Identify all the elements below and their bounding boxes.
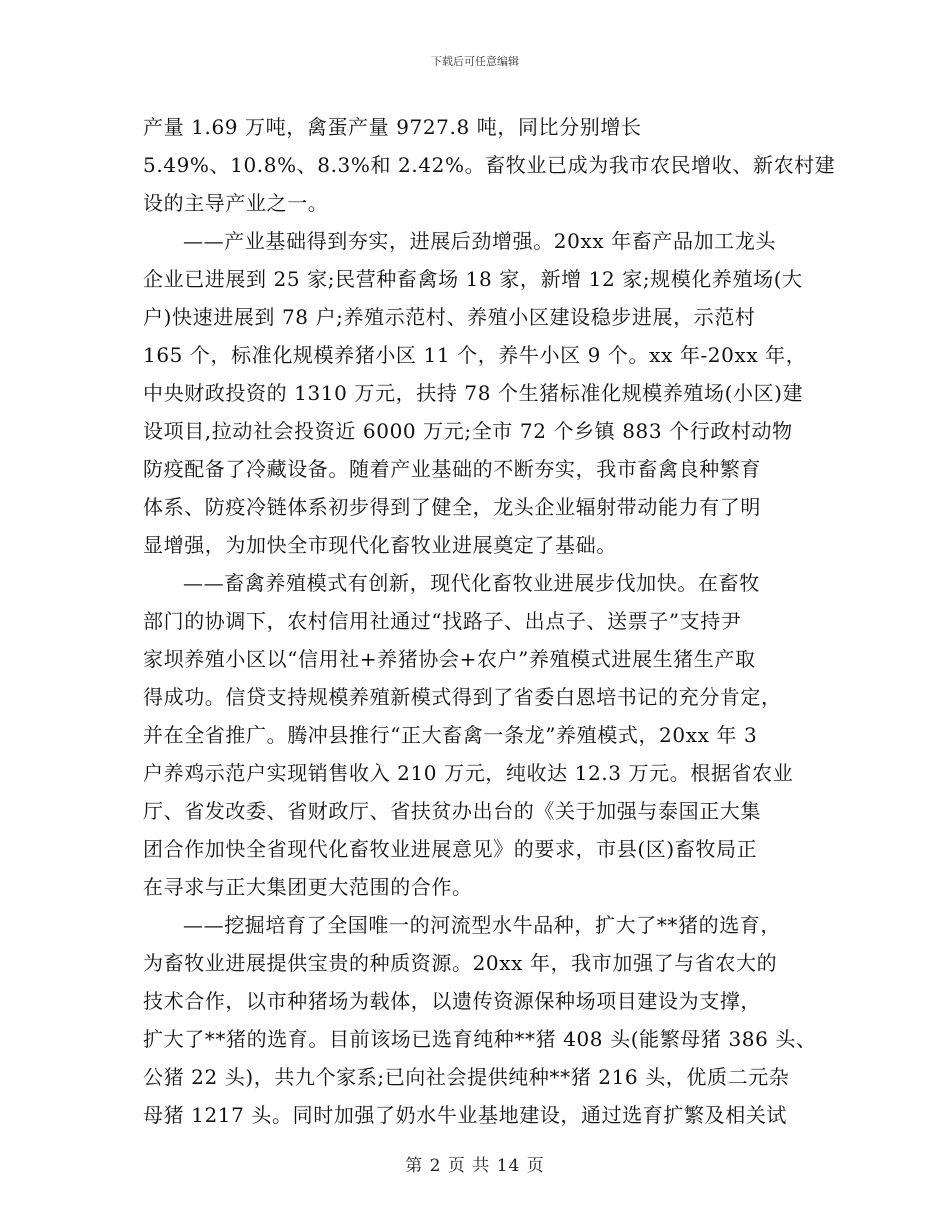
text-line: 5.49%、10.8%、8.3%和 2.42%。畜牧业已成为我市农民增收、新农村建 (143, 153, 836, 177)
text-line: 设的主导产业之一。 (143, 191, 329, 215)
text-line: 显增强，为加快全市现代化畜牧业进展奠定了基础。 (143, 533, 617, 557)
page-footer: 第 2 页 共 14 页 (405, 1156, 545, 1176)
text-line: 中央财政投资的 1310 万元，扶持 78 个生猪标准化规模养殖场(小区)建 (143, 381, 804, 405)
text-line: 165 个，标准化规模养猪小区 11 个，养牛小区 9 个。xx 年-20xx 年， (143, 343, 807, 367)
text-line: 扩大了**猪的选育。目前该场已选育纯种**猪 408 头(能繁母猪 386 头、 (143, 1027, 817, 1051)
text-line: 公猪 22 头)，共九个家系;已向社会提供纯种**猪 216 头，优质二元杂 (143, 1065, 790, 1089)
text-line: 厅、省发改委、省财政厅、省扶贫办出台的《关于加强与泰国正大集 (143, 799, 761, 823)
text-line: 得成功。信贷支持规模养殖新模式得到了省委白恩培书记的充分肯定， (143, 685, 782, 709)
page-header-note: 下载后可任意编辑 (431, 55, 519, 68)
text-line: 母猪 1217 头。同时加强了奶水牛业基地建设，通过选育扩繁及相关试 (143, 1103, 788, 1127)
text-line: 产量 1.69 万吨，禽蛋产量 9727.8 吨，同比分别增长 (143, 115, 642, 139)
text-line: 防疫配备了冷藏设备。随着产业基础的不断夯实，我市畜禽良种繁育 (143, 457, 761, 481)
text-line: 企业已进展到 25 家;民营种畜禽场 18 家，新增 12 家;规模化养殖场(大 (143, 267, 803, 291)
text-line: ——产业基础得到夯实，进展后劲增强。20xx 年畜产品加工龙头 (183, 229, 776, 253)
text-line: 为畜牧业进展提供宝贵的种质资源。20xx 年，我市加强了与省农大的 (143, 951, 778, 975)
text-line: ——畜禽养殖模式有创新，现代化畜牧业进展步伐加快。在畜牧 (183, 571, 760, 595)
text-line: 在寻求与正大集团更大范围的合作。 (143, 875, 473, 899)
text-line: ——挖掘培育了全国唯一的河流型水牛品种，扩大了**猪的选育， (183, 913, 781, 937)
text-line: 户)快速进展到 78 户;养殖示范村、养殖小区建设稳步进展，示范村 (143, 305, 756, 329)
text-line: 部门的协调下，农村信用社通过“找路子、出点子、送票子”支持尹 (143, 609, 742, 633)
text-line: 体系、防疫冷链体系初步得到了健全，龙头企业辐射带动能力有了明 (143, 495, 761, 519)
text-line: 技术合作，以市种猪场为载体，以遗传资源保种场项目建设为支撑， (143, 989, 761, 1013)
text-line: 并在全省推广。腾冲县推行“正大畜禽一条龙”养殖模式，20xx 年 3 (143, 723, 758, 747)
text-line: 设项目,拉动社会投资近 6000 万元;全市 72 个乡镇 883 个行政村动物 (143, 419, 793, 443)
text-line: 家坝养殖小区以“信用社+养猪协会+农户”养殖模式进展生猪生产取 (143, 647, 756, 671)
text-line: 团合作加快全省现代化畜牧业进展意见》的要求，市县(区)畜牧局正 (143, 837, 758, 861)
text-line: 户养鸡示范户实现销售收入 210 万元，纯收达 12.3 万元。根据省农业 (143, 761, 794, 785)
document-body (143, 108, 836, 1134)
